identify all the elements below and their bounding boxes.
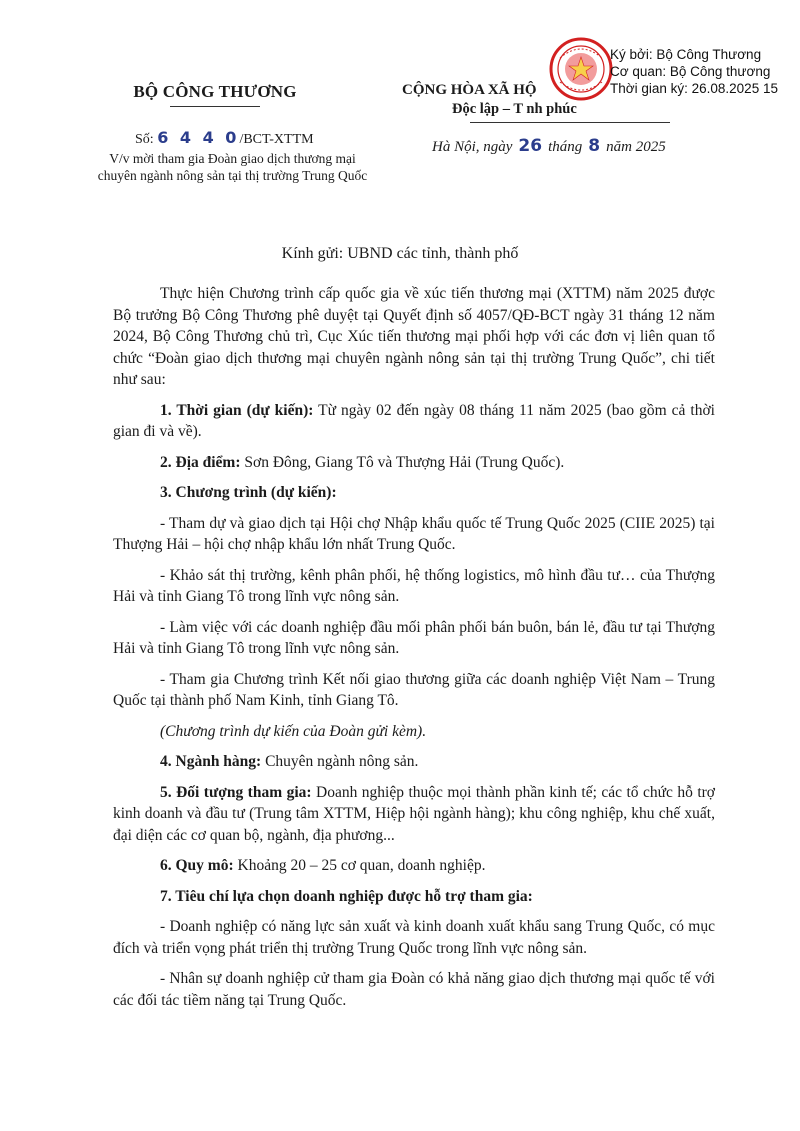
signing-time: Thời gian ký: 26.08.2025 15 (610, 81, 778, 96)
section-criteria (113, 886, 715, 908)
national-title: CỘNG HÒA XÃ HỘ (402, 82, 537, 98)
doc-number-suffix: /BCT-XTTM (239, 132, 314, 147)
document-subject: V/v mời tham gia Đoàn giao dịch thương mại chuyên ngành nông sản tại thị trường Trung Quốc (97, 151, 368, 183)
intro-paragraph: Thực hiện Chương trình cấp quốc gia về xúc tiến thương mại (XTTM) năm 2025 được Bộ trưởng Bộ Công Thương phê duyệt tại Quyết định số 4057/QĐ-BCT ngày 31 tháng 12 năm 2024, Bộ Công Thương chủ trì, Cục Xúc tiến thương mại phối hợp với các đơn vị liên quan tổ chức “Đoàn giao dịch thương mại chuyên ngành nông sản tại thị trường Trung Quốc”, chi tiết như sau: (113, 285, 715, 388)
section-industry (113, 751, 715, 773)
section-text: Khoảng 20 – 25 cơ quan, doanh nghiệp. (233, 857, 486, 874)
date-day-handwritten: 26 (518, 136, 543, 156)
date-place: Hà Nội, ngày (432, 139, 513, 155)
official-seal-icon (548, 36, 614, 102)
section-heading: 5. Đối tượng tham gia: (160, 783, 312, 801)
list-item: - Khảo sát thị trường, kênh phân phối, hệ thống logistics, mô hình đầu tư… của Thượng Hải và tỉnh Giang Tô trong lĩnh vực nông sản. (113, 566, 715, 605)
section-time (113, 400, 715, 443)
recipient-line: Kính gửi: UBND các tỉnh, thành phố (281, 245, 519, 262)
section-heading: 6. Quy mô: (160, 857, 234, 874)
section-text: Doanh nghiệp thuộc mọi thành phần kinh tế; các tổ chức hỗ trợ kinh doanh và đầu tư (Trung tâm XTTM, Hiệp hội ngành hàng); khu công nghiệp, khu chế xuất, đại diện các cơ quan bộ, ngành, địa phương... (113, 783, 716, 844)
national-motto: Độc lập – T nh phúc (452, 101, 577, 117)
list-item: - Nhân sự doanh nghiệp cử tham gia Đoàn có khả năng giao dịch thương mại quốc tế với các đối tác tiềm năng tại Trung Quốc. (113, 970, 715, 1009)
section-location (113, 452, 715, 474)
list-item: - Làm việc với các doanh nghiệp đầu mối phân phối bán buôn, bán lẻ, đầu tư tại Thượng Hải và tỉnh Giang Tô trong lĩnh vực nông sản. (113, 618, 715, 657)
section-heading: 2. Địa điểm: (160, 453, 241, 471)
section-text: Sơn Đông, Giang Tô và Thượng Hải (Trung Quốc). (240, 453, 565, 471)
section-scale (113, 855, 715, 877)
date-month-handwritten: 8 (588, 136, 601, 156)
issuing-agency: BỘ CÔNG THƯƠNG (133, 82, 297, 101)
list-item: - Tham dự và giao dịch tại Hội chợ Nhập khẩu quốc tế Trung Quốc 2025 (CIIE 2025) tại Thượng Hải – hội chợ nhập khẩu lớn nhất Trung Quốc. (113, 514, 715, 553)
date-year: năm 2025 (606, 139, 666, 155)
section-heading: 3. Chương trình (dự kiến): (160, 484, 337, 501)
section-text: Chuyên ngành nông sản. (261, 753, 419, 770)
doc-number-prefix: Số: (135, 132, 154, 147)
letter-body (113, 283, 715, 1020)
section-program (113, 482, 715, 504)
list-item: - Doanh nghiệp có năng lực sản xuất và kinh doanh xuất khẩu sang Trung Quốc, có mục đích và triển vọng phát triển thị trường Trung Quốc trong lĩnh vực nông sản. (113, 918, 715, 957)
section-participants (113, 782, 715, 847)
document-number (135, 128, 314, 148)
program-note: (Chương trình dự kiến của Đoàn gửi kèm). (160, 722, 427, 740)
doc-number-handwritten: 6 4 4 0 (157, 128, 240, 147)
section-heading: 1. Thời gian (dự kiến): (160, 401, 314, 419)
section-heading: 7. Tiêu chí lựa chọn doanh nghiệp được hỗ trợ tham gia: (160, 887, 533, 905)
date-line (432, 136, 666, 156)
date-month-label: tháng (548, 139, 583, 155)
motto-underline (470, 122, 670, 123)
signed-by: Ký bởi: Bộ Công Thương (610, 47, 762, 62)
section-text: Từ ngày 02 đến ngày 08 tháng 11 năm 2025 (bao gồm cả thời gian đi và về). (113, 401, 715, 440)
agency-underline (170, 106, 260, 107)
digital-signature-stamp (610, 46, 778, 97)
signing-organization: Cơ quan: Bộ Công thương (610, 64, 771, 79)
list-item: - Tham gia Chương trình Kết nối giao thương giữa các doanh nghiệp Việt Nam – Trung Quốc tại thành phố Nam Kinh, tỉnh Giang Tô. (113, 670, 715, 709)
section-heading: 4. Ngành hàng: (160, 753, 262, 770)
